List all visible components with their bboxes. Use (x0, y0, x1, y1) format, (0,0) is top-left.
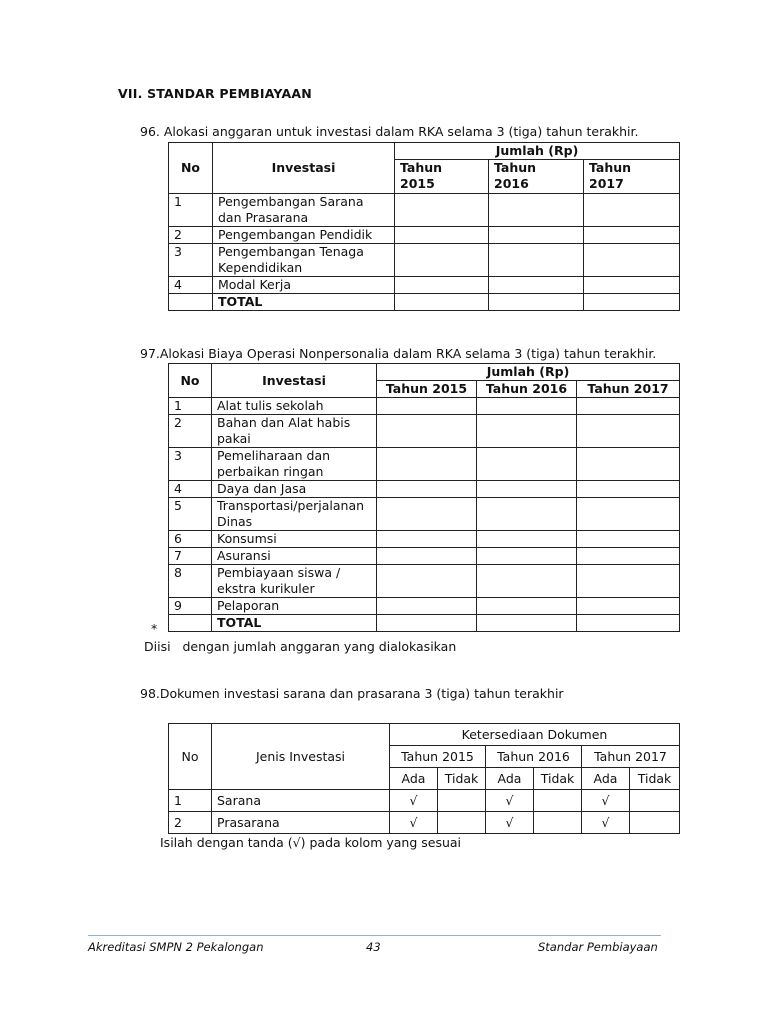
note-98: Isilah dengan tanda (√) pada kolom yang sesuai (160, 835, 462, 850)
note-star: * (151, 621, 158, 636)
check-ada-2015: √ (390, 812, 438, 834)
cell-2015 (377, 548, 477, 565)
check-tidak-2017 (630, 790, 680, 812)
cell-2017 (584, 227, 680, 244)
row-no (169, 294, 213, 311)
header-year-2017: Tahun 2017 (584, 160, 680, 194)
row-name: Pemeliharaan dan perbaikan ringan (212, 448, 377, 481)
total-row (169, 294, 680, 311)
cell-2016 (477, 481, 577, 498)
page-number: 43 (366, 940, 381, 954)
header-investasi: Investasi (213, 143, 395, 194)
table-96 (168, 142, 680, 311)
cell-2017 (584, 244, 680, 277)
row-no: 2 (169, 415, 212, 448)
row-no: 3 (169, 244, 213, 277)
table-row (169, 277, 680, 294)
cell-2016 (489, 277, 584, 294)
header-ketersediaan: Ketersediaan Dokumen (390, 724, 680, 746)
row-no: 1 (169, 790, 212, 812)
cell-2017 (577, 548, 680, 565)
header-jumlah: Jumlah (Rp) (395, 143, 680, 160)
cell-2017 (584, 194, 680, 227)
cell-2017 (577, 565, 680, 598)
header-year-2016: Tahun 2016 (486, 746, 582, 768)
header-year-2017: Tahun 2017 (577, 381, 680, 398)
header-tidak: Tidak (438, 768, 486, 790)
row-no: 1 (169, 398, 212, 415)
table-row (169, 244, 680, 277)
total-label: TOTAL (213, 294, 395, 311)
table-row (169, 398, 680, 415)
header-year-2015: Tahun 2015 (395, 160, 489, 194)
total-row (169, 615, 680, 632)
cell-2015 (377, 498, 477, 531)
check-ada-2017: √ (582, 812, 630, 834)
cell-2015 (395, 227, 489, 244)
header-year-2017: Tahun 2017 (582, 746, 680, 768)
table-row (169, 812, 680, 834)
table-row (169, 790, 680, 812)
cell-2016 (477, 415, 577, 448)
cell-2017 (577, 498, 680, 531)
cell-2015 (395, 194, 489, 227)
cell-2015 (395, 277, 489, 294)
header-year-2015: Tahun 2015 (390, 746, 486, 768)
header-jumlah: Jumlah (Rp) (377, 364, 680, 381)
row-name: Modal Kerja (213, 277, 395, 294)
question-98: 98.Dokumen investasi sarana dan prasarana 3 (tiga) tahun terakhir (140, 686, 564, 701)
header-year-2016: Tahun 2016 (489, 160, 584, 194)
total-label: TOTAL (212, 615, 377, 632)
cell-2015 (395, 244, 489, 277)
section-title: VII. STANDAR PEMBIAYAAN (118, 86, 312, 101)
row-no: 4 (169, 481, 212, 498)
cell-2016 (489, 227, 584, 244)
table-row (169, 565, 680, 598)
cell-2015 (377, 415, 477, 448)
check-tidak-2016 (534, 790, 582, 812)
cell-2017 (577, 598, 680, 615)
cell-2016 (477, 598, 577, 615)
cell-2017 (584, 277, 680, 294)
row-name: Konsumsi (212, 531, 377, 548)
row-no: 8 (169, 565, 212, 598)
header-tidak: Tidak (630, 768, 680, 790)
cell-2016 (477, 448, 577, 481)
table-row (169, 227, 680, 244)
cell-2017 (577, 615, 680, 632)
cell-2016 (489, 294, 584, 311)
table-row (169, 548, 680, 565)
header-investasi: Investasi (212, 364, 377, 398)
row-no: 4 (169, 277, 213, 294)
check-ada-2017: √ (582, 790, 630, 812)
footer-divider (88, 935, 661, 936)
row-name: Sarana (212, 790, 390, 812)
cell-2015 (377, 598, 477, 615)
row-name: Alat tulis sekolah (212, 398, 377, 415)
header-year-2015: Tahun 2015 (377, 381, 477, 398)
check-ada-2015: √ (390, 790, 438, 812)
check-ada-2016: √ (486, 812, 534, 834)
row-name: Pengembangan Sarana dan Prasarana (213, 194, 395, 227)
cell-2016 (477, 531, 577, 548)
cell-2016 (489, 194, 584, 227)
row-name: Prasarana (212, 812, 390, 834)
row-name: Bahan dan Alat habis pakai (212, 415, 377, 448)
cell-2017 (577, 531, 680, 548)
table-row (169, 598, 680, 615)
row-no: 2 (169, 812, 212, 834)
header-tidak: Tidak (534, 768, 582, 790)
cell-2015 (377, 448, 477, 481)
row-no: 5 (169, 498, 212, 531)
row-name: Pengembangan Pendidik (213, 227, 395, 244)
row-no: 6 (169, 531, 212, 548)
row-name: Daya dan Jasa (212, 481, 377, 498)
row-no (169, 615, 212, 632)
row-no: 7 (169, 548, 212, 565)
header-no: No (169, 143, 213, 194)
cell-2017 (577, 481, 680, 498)
row-no: 9 (169, 598, 212, 615)
cell-2017 (577, 398, 680, 415)
footer-right: Standar Pembiayaan (538, 940, 658, 954)
table-row (169, 481, 680, 498)
row-name: Pembiayaan siswa / ekstra kurikuler (212, 565, 377, 598)
cell-2015 (377, 531, 477, 548)
question-97: 97.Alokasi Biaya Operasi Nonpersonalia dalam RKA selama 3 (tiga) tahun terakhir. (140, 346, 657, 361)
footer-left: Akreditasi SMPN 2 Pekalongan (88, 940, 264, 954)
table-98 (168, 723, 680, 834)
header-year-2016: Tahun 2016 (477, 381, 577, 398)
cell-2015 (377, 481, 477, 498)
cell-2016 (489, 244, 584, 277)
cell-2015 (395, 294, 489, 311)
cell-2015 (377, 615, 477, 632)
table-row (169, 531, 680, 548)
cell-2016 (477, 615, 577, 632)
check-ada-2016: √ (486, 790, 534, 812)
table-row (169, 194, 680, 227)
row-name: Pelaporan (212, 598, 377, 615)
cell-2016 (477, 398, 577, 415)
row-name: Transportasi/perjalanan Dinas (212, 498, 377, 531)
table-row (169, 415, 680, 448)
cell-2015 (377, 565, 477, 598)
check-tidak-2015 (438, 812, 486, 834)
check-tidak-2016 (534, 812, 582, 834)
cell-2017 (577, 415, 680, 448)
row-name: Asuransi (212, 548, 377, 565)
note-97: Diisi dengan jumlah anggaran yang dialokasikan (144, 639, 457, 654)
check-tidak-2015 (438, 790, 486, 812)
question-96: 96. Alokasi anggaran untuk investasi dalam RKA selama 3 (tiga) tahun terakhir. (140, 124, 639, 139)
row-no: 1 (169, 194, 213, 227)
header-ada: Ada (486, 768, 534, 790)
header-no: No (169, 364, 212, 398)
cell-2017 (584, 294, 680, 311)
table-97 (168, 363, 680, 632)
table-row (169, 448, 680, 481)
table-row (169, 498, 680, 531)
header-ada: Ada (390, 768, 438, 790)
row-name: Pengembangan Tenaga Kependidikan (213, 244, 395, 277)
cell-2016 (477, 565, 577, 598)
row-no: 2 (169, 227, 213, 244)
header-jenis: Jenis Investasi (212, 724, 390, 790)
cell-2016 (477, 498, 577, 531)
cell-2015 (377, 398, 477, 415)
cell-2016 (477, 548, 577, 565)
row-no: 3 (169, 448, 212, 481)
header-ada: Ada (582, 768, 630, 790)
check-tidak-2017 (630, 812, 680, 834)
header-no: No (169, 724, 212, 790)
cell-2017 (577, 448, 680, 481)
